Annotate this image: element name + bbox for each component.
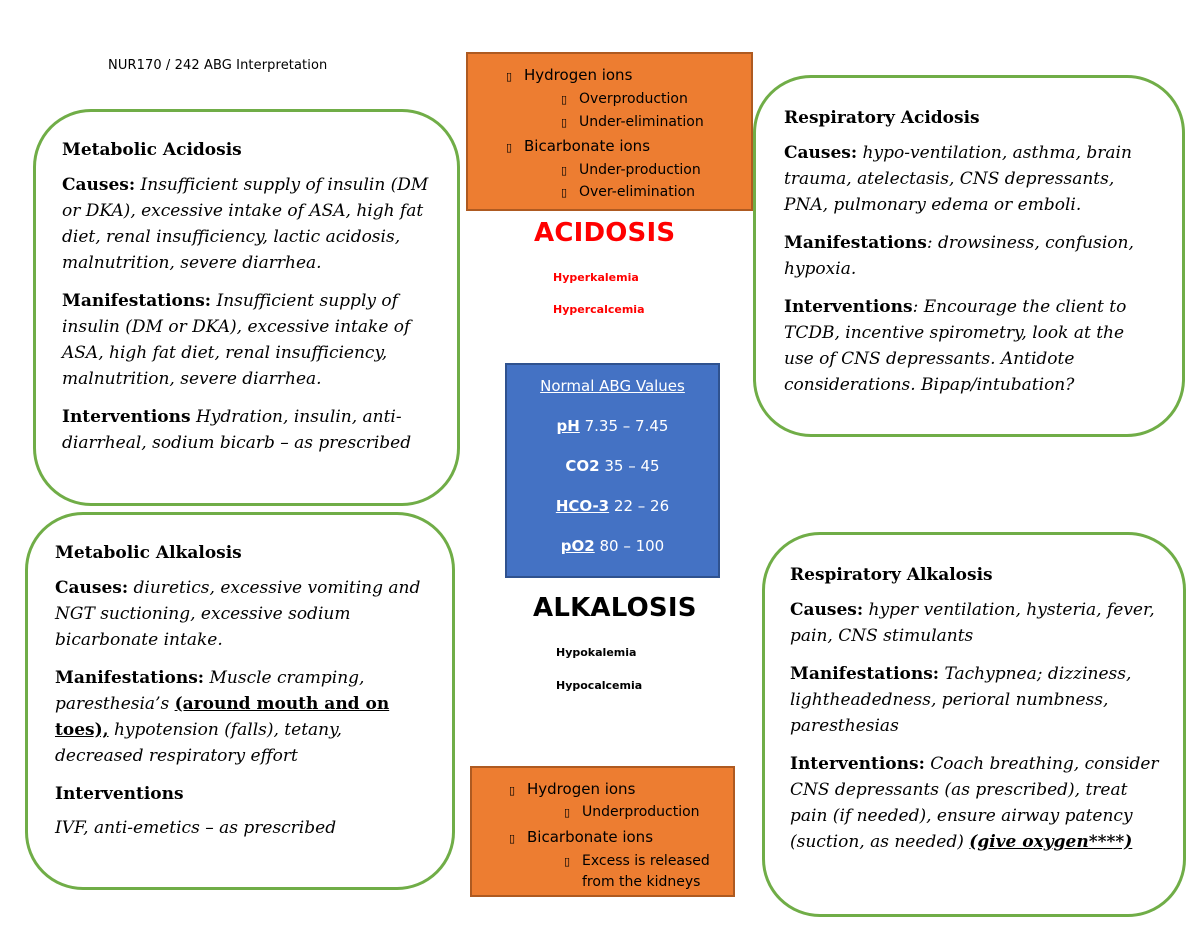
metabolic-alkalosis-interventions: IVF, anti-emetics – as prescribed xyxy=(55,818,337,838)
give-oxygen-emphasis: (give oxygen****) xyxy=(969,832,1133,852)
respiratory-acidosis-panel xyxy=(753,75,1185,437)
metabolic-acidosis-title: Metabolic Acidosis xyxy=(62,140,242,160)
metabolic-alkalosis-emphasis: (around mouth and on toes), xyxy=(55,694,390,740)
hypercalcemia-label: Hypercalcemia xyxy=(553,303,645,316)
causes-label: Causes: xyxy=(62,175,136,195)
abg-label: pH xyxy=(556,417,580,435)
bullet-icon: ▯ xyxy=(509,832,516,845)
alkalosis-subitem: Excess is released xyxy=(582,853,710,869)
manifestations-label: Manifestations: xyxy=(62,291,212,311)
interventions-label: Interventions xyxy=(55,784,184,804)
interventions-label: Interventions xyxy=(62,407,191,427)
metabolic-alkalosis-manifestations: Muscle cramping, paresthesia’s xyxy=(55,668,365,714)
causes-label: Causes: xyxy=(784,143,858,163)
metabolic-alkalosis-title: Metabolic Alkalosis xyxy=(55,543,242,563)
bullet-icon: ▯ xyxy=(561,186,568,199)
bullet-icon: ▯ xyxy=(564,806,571,819)
hypocalcemia-label: Hypocalcemia xyxy=(556,679,643,692)
acidosis-item-label: Bicarbonate ions xyxy=(524,137,651,155)
bullet-icon: ▯ xyxy=(561,116,568,129)
abg-value: 35 – 45 xyxy=(604,457,660,475)
respiratory-alkalosis-panel xyxy=(762,532,1186,917)
bullet-icon: ▯ xyxy=(561,93,568,106)
respiratory-acidosis-manifestations: : drowsiness, confusion, hypoxia. xyxy=(784,233,1134,279)
abg-label: pO2 xyxy=(560,537,595,555)
causes-label: Causes: xyxy=(55,578,129,598)
interventions-label: Interventions xyxy=(784,297,913,317)
bullet-icon: ▯ xyxy=(564,855,571,868)
abg-label: HCO-3 xyxy=(555,497,610,515)
metabolic-acidosis-causes: Insufficient supply of insulin (DM or DKA), excessive intake of ASA, high fat diet, renal insufficiency, lactic acidosis, malnutrition, severe diarrhea. xyxy=(62,175,429,273)
alkalosis-subitem-cont: from the kidneys xyxy=(582,874,701,890)
bullet-icon: ▯ xyxy=(506,70,513,83)
hyperkalemia-label: Hyperkalemia xyxy=(553,271,639,284)
acidosis-subitem: Overproduction xyxy=(579,91,688,107)
manifestations-label: Manifestations: xyxy=(790,664,940,684)
alkalosis-item-label: Bicarbonate ions xyxy=(527,828,654,846)
abg-value: 22 – 26 xyxy=(613,497,670,515)
manifestations-label: Manifestations: xyxy=(55,668,205,688)
normal-abg-title: Normal ABG Values xyxy=(540,377,685,395)
bullet-icon: ▯ xyxy=(506,141,513,154)
manifestations-label: Manifestations xyxy=(784,233,927,253)
respiratory-alkalosis-title: Respiratory Alkalosis xyxy=(790,565,993,585)
respiratory-alkalosis-interventions: Coach breathing, consider CNS depressants (as prescribed), treat pain (if needed), ensure airway patency (suction, as needed) xyxy=(790,754,1159,852)
causes-label: Causes: xyxy=(790,600,864,620)
acidosis-causes-box xyxy=(466,52,753,211)
document-header: NUR170 / 242 ABG Interpretation xyxy=(108,58,328,73)
bullet-icon: ▯ xyxy=(561,164,568,177)
metabolic-alkalosis-causes: diuretics, excessive vomiting and NGT suctioning, excessive sodium bicarbonate intake. xyxy=(55,578,421,650)
respiratory-alkalosis-manifestations: Tachypnea; dizziness, lightheadedness, perioral numbness, paresthesias xyxy=(790,664,1132,736)
respiratory-alkalosis-causes: hyper ventilation, hysteria, fever, pain, CNS stimulants xyxy=(790,600,1155,646)
alkalosis-subitem: Underproduction xyxy=(582,804,700,820)
respiratory-acidosis-causes: hypo-ventilation, asthma, brain trauma, atelectasis, CNS depressants, PNA, pulmonary edema or emboli. xyxy=(784,143,1132,215)
acidosis-subitem: Under-elimination xyxy=(579,114,704,130)
alkalosis-heading: ALKALOSIS xyxy=(533,593,697,623)
alkalosis-causes-box xyxy=(470,766,735,897)
abg-value: 7.35 – 7.45 xyxy=(584,417,669,435)
abg-label: CO2 xyxy=(565,457,600,475)
acidosis-subitem: Over-elimination xyxy=(579,184,696,200)
bullet-icon: ▯ xyxy=(509,784,516,797)
interventions-label: Interventions: xyxy=(790,754,925,774)
metabolic-alkalosis-panel xyxy=(25,512,455,890)
acidosis-subitem: Under-production xyxy=(579,162,701,178)
metabolic-acidosis-manifestations: Insufficient supply of insulin (DM or DKA), excessive intake of ASA, high fat diet, renal insufficiency, malnutrition, severe diarrhea. xyxy=(62,291,411,389)
metabolic-acidosis-panel xyxy=(33,109,460,506)
normal-abg-values-box xyxy=(505,363,720,578)
respiratory-acidosis-interventions: : Encourage the client to TCDB, incentive spirometry, look at the use of CNS depressants. Antidote considerations. Bipap/intubation? xyxy=(784,297,1127,395)
respiratory-acidosis-title: Respiratory Acidosis xyxy=(784,108,980,128)
acidosis-heading: ACIDOSIS xyxy=(534,218,676,248)
acidosis-item-label: Hydrogen ions xyxy=(524,66,633,84)
alkalosis-item-label: Hydrogen ions xyxy=(527,780,636,798)
hypokalemia-label: Hypokalemia xyxy=(556,646,637,659)
metabolic-alkalosis-manifestations-cont: hypotension (falls), tetany, decreased respiratory effort xyxy=(55,720,342,766)
metabolic-acidosis-interventions: Hydration, insulin, anti-diarrheal, sodium bicarb – as prescribed xyxy=(62,407,412,453)
abg-value: 80 – 100 xyxy=(599,537,665,555)
